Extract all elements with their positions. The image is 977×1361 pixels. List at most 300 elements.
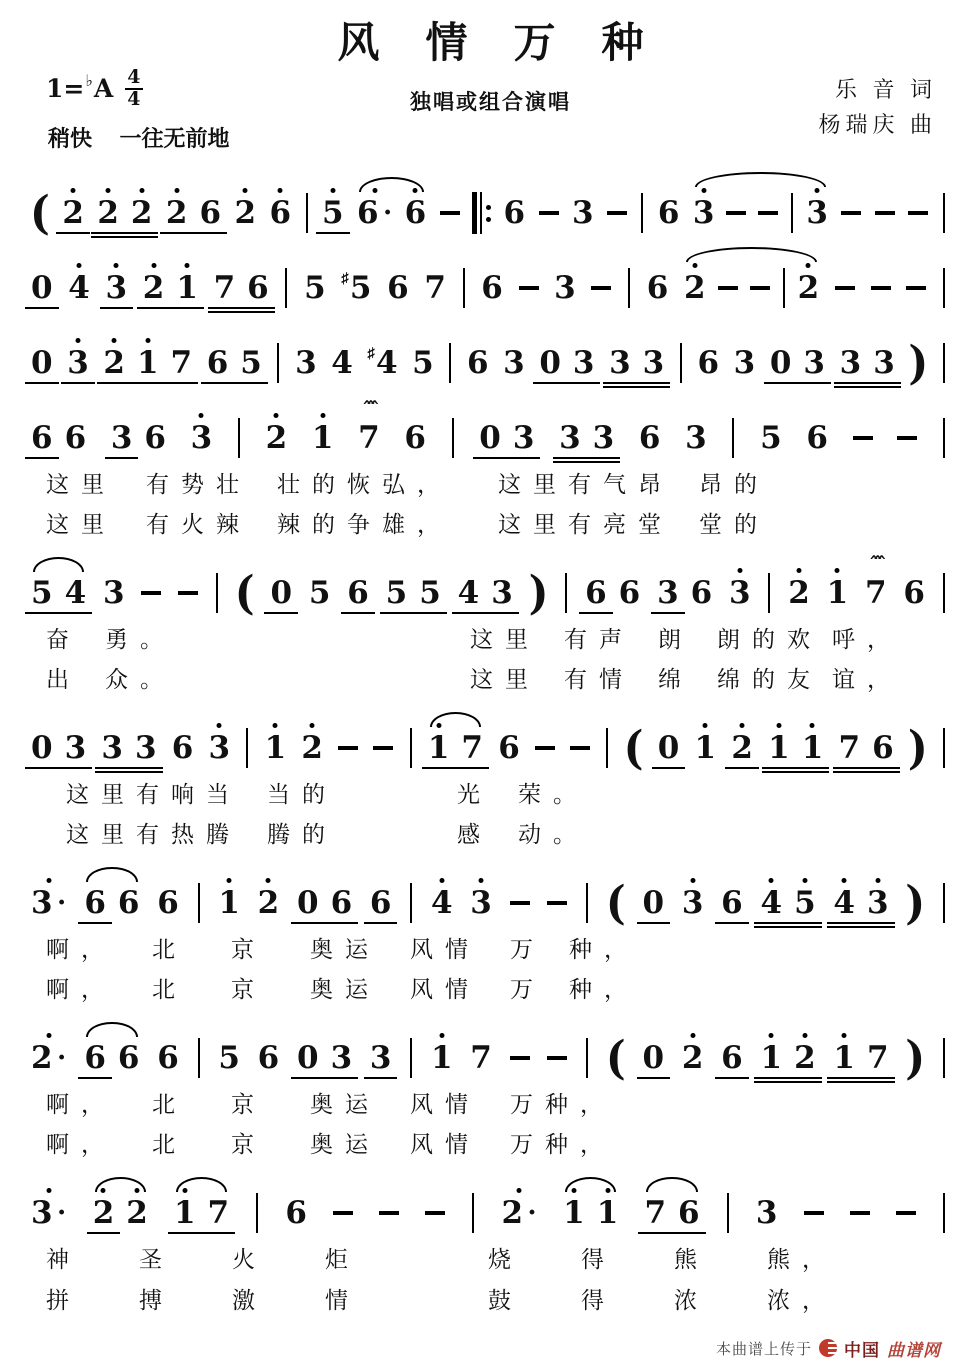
- slur-group: [30, 574, 87, 611]
- lyrics-row: [30, 1244, 951, 1275]
- note-group: [102, 574, 126, 611]
- note-group: [304, 193, 310, 233]
- note: 3: [609, 344, 631, 381]
- note-group: [67, 269, 91, 306]
- parenthesis: (: [623, 720, 644, 775]
- note-group: [725, 1193, 731, 1233]
- lyric-segment: 这里: [46, 512, 116, 538]
- slur-group: [173, 1194, 230, 1231]
- note-group: [558, 419, 615, 456]
- lyric-segment: 这里有热腾: [66, 822, 241, 848]
- note: 5: [308, 574, 331, 611]
- note-group: [337, 746, 359, 750]
- note-group: [408, 1038, 414, 1078]
- lyric-segment: 众。: [105, 667, 175, 693]
- note: [378, 1211, 400, 1215]
- note-group: [480, 269, 504, 306]
- time-signature: [125, 68, 142, 110]
- note-group: [639, 193, 645, 233]
- note: 3: [105, 273, 129, 304]
- note: [834, 286, 856, 290]
- slur-group: [427, 729, 484, 766]
- lyric-segment: 荣。: [518, 782, 588, 808]
- lyrics-row: [30, 469, 951, 500]
- note-group: [720, 884, 744, 921]
- lyric-segment: 炬: [325, 1247, 360, 1273]
- note: 6: [144, 419, 166, 456]
- barline: [641, 193, 643, 233]
- note: 3: [805, 198, 829, 229]
- barline: [449, 343, 451, 383]
- lyric-segment: 谊，: [832, 667, 902, 693]
- lyrics-row: [30, 934, 951, 965]
- note: 3: [491, 574, 513, 611]
- note: [140, 591, 162, 595]
- lyric-segment: 有声: [564, 627, 634, 653]
- note: 4: [64, 574, 87, 611]
- note-group: [296, 884, 353, 921]
- slur-group: [83, 1039, 140, 1076]
- note-group: [447, 343, 453, 383]
- note: 1: [767, 733, 791, 764]
- note: 6: [404, 419, 426, 456]
- lyric-segment: 风情: [410, 1092, 480, 1118]
- note: 0: [642, 884, 665, 921]
- note: [546, 1056, 568, 1060]
- note-group: [870, 286, 892, 290]
- lyric-segment: 奥运: [310, 937, 380, 963]
- barline: [727, 1193, 729, 1233]
- note-group: [787, 574, 811, 611]
- note-group: [606, 211, 628, 215]
- parenthesis: ): [528, 565, 549, 620]
- key-prefix: 1=: [46, 74, 85, 104]
- note: 0: [296, 1039, 319, 1076]
- note-group: [767, 729, 824, 766]
- note-group: [874, 211, 896, 215]
- lyrics-row: [30, 664, 951, 695]
- note: 6: [31, 419, 53, 456]
- note-group: [110, 419, 167, 456]
- note: 3: [102, 574, 125, 611]
- note-group: [330, 344, 354, 381]
- note-group: [681, 884, 705, 921]
- note: 1: [596, 1198, 620, 1229]
- note-group: [408, 728, 414, 768]
- lyric-segment: 风情: [410, 977, 480, 1003]
- barline: [198, 1038, 200, 1078]
- note: 3: [733, 344, 756, 381]
- lyric-segment: 这里: [470, 627, 540, 653]
- lyric-segment: 种，: [569, 937, 639, 963]
- lyric-segment: 有情: [564, 667, 634, 693]
- note-group: [766, 573, 772, 613]
- lyric-segment: 有势壮: [146, 472, 251, 497]
- note-group: [423, 269, 447, 306]
- note-group: [142, 269, 199, 306]
- note: 4: [457, 574, 480, 611]
- note: 6: [697, 344, 720, 381]
- note: 6: [269, 198, 293, 229]
- note: 1: [694, 733, 718, 764]
- note: [546, 901, 568, 905]
- note: 6: [199, 194, 222, 231]
- lyric-segment: 腾的: [267, 822, 337, 848]
- barline: [943, 1193, 945, 1233]
- note-group: [500, 1194, 538, 1231]
- lyric-segment: 京: [231, 1132, 266, 1158]
- footer-upload-text: 本曲谱上传于: [715, 1341, 812, 1358]
- slur-group: [92, 1194, 149, 1231]
- note-group: [254, 1193, 260, 1233]
- note: 2: [265, 423, 289, 454]
- note-group: [408, 883, 414, 923]
- note: 2: [96, 198, 120, 229]
- note-group: [450, 418, 456, 458]
- note-group: [642, 1039, 666, 1076]
- lyric-segment: 万: [510, 977, 545, 1003]
- lyric-segment: 朗的欢: [717, 627, 822, 653]
- note-group: [626, 268, 632, 308]
- note-group: [171, 729, 195, 766]
- lyric-segment: 这里: [470, 667, 540, 693]
- note-group: [275, 343, 281, 383]
- note: 3: [685, 419, 707, 456]
- note-group: [730, 418, 736, 458]
- note-group: [30, 185, 50, 240]
- lyric-segment: 奥运: [310, 1132, 380, 1158]
- barline: [472, 1193, 474, 1233]
- note-group: [546, 901, 568, 905]
- note: 3: [66, 348, 90, 379]
- note: 3: [208, 733, 232, 764]
- note: 6: [171, 729, 194, 766]
- note-group: [30, 419, 87, 456]
- note-group: [30, 884, 68, 921]
- note-group: [217, 1039, 241, 1076]
- barline: [943, 1038, 945, 1078]
- note: 3: [559, 419, 581, 456]
- lyric-segment: 这里有气昂: [498, 472, 673, 497]
- note: 2: [300, 733, 324, 764]
- lyric-segment: 昂的: [699, 472, 769, 497]
- lyric-segment: 万: [510, 937, 545, 963]
- barline: [216, 573, 218, 613]
- tempo-text: 稍快: [48, 126, 93, 151]
- note: [895, 1211, 917, 1215]
- lyrics-row: [30, 509, 951, 540]
- barline: [410, 1038, 412, 1078]
- note-group: [826, 574, 850, 611]
- note: 5: [321, 198, 345, 229]
- note-group: [265, 419, 289, 456]
- note-group: [411, 344, 435, 381]
- lyric-segment: 圣: [139, 1247, 174, 1273]
- note: 2: [130, 198, 154, 229]
- note-group: [96, 194, 153, 231]
- note-group: [366, 344, 398, 381]
- barline: [791, 193, 793, 233]
- lyric-segment: 浓，: [767, 1287, 837, 1313]
- note-group: [605, 875, 626, 930]
- note-group: [905, 1030, 926, 1085]
- note: 3: [330, 1039, 353, 1076]
- note-group: [457, 574, 514, 611]
- note: 1: [136, 348, 160, 379]
- note-group: [308, 574, 332, 611]
- note: 4: [67, 273, 91, 304]
- note-group: [30, 1194, 68, 1231]
- note: 7: [213, 269, 236, 306]
- slur-group: [562, 1194, 619, 1231]
- music-line: [30, 398, 951, 460]
- music-line: [30, 1030, 951, 1085]
- note: 7: [866, 1039, 889, 1076]
- note: 2: [257, 888, 281, 919]
- note: 0: [31, 344, 53, 381]
- flat-icon: ♭: [85, 71, 93, 91]
- note: 6: [646, 269, 669, 306]
- note: 4: [759, 888, 783, 919]
- note: 4: [331, 344, 353, 381]
- note-group: [902, 574, 926, 611]
- note: 6: [638, 419, 661, 456]
- note-group: [759, 419, 783, 456]
- note-group: [385, 574, 442, 611]
- note: 2: [234, 198, 258, 229]
- note: 2: [165, 198, 189, 229]
- note: 6: [678, 1194, 700, 1231]
- note: 6: [903, 574, 925, 611]
- lyric-segment: 堂的: [699, 512, 769, 538]
- note: 7: [424, 269, 446, 306]
- note-group: [896, 436, 918, 440]
- lyric-segment: 啊，: [46, 1092, 116, 1118]
- lyric-segment: 辣的争雄，: [277, 512, 452, 538]
- note-group: [234, 565, 255, 620]
- note: 3: [101, 729, 123, 766]
- note: 1: [801, 733, 825, 764]
- note-group: [590, 286, 612, 290]
- note: 6: [657, 194, 680, 231]
- note-group: [311, 419, 335, 456]
- note: 3: [866, 888, 890, 919]
- lyric-segment: 京: [231, 977, 266, 1003]
- note-group: [269, 194, 293, 231]
- note-group: [584, 574, 641, 611]
- note-group: [623, 720, 644, 775]
- music-line: [30, 875, 951, 930]
- note: 5: [240, 344, 262, 381]
- note: 2 ·: [30, 1043, 68, 1074]
- lyric-segment: 壮的恢弘，: [277, 472, 452, 497]
- note-group: [528, 565, 549, 620]
- lyric-segment: 风情: [410, 937, 480, 963]
- note: 6: [498, 729, 520, 766]
- note-group: [941, 343, 947, 383]
- barline: [943, 193, 945, 233]
- note: 6: [806, 419, 828, 456]
- barline: [943, 573, 945, 613]
- note: 0: [31, 729, 53, 766]
- note: 5: [218, 1039, 240, 1076]
- barline: [586, 883, 588, 923]
- lyric-segment: 万种，: [510, 1092, 615, 1118]
- note: [852, 436, 874, 440]
- barline: [565, 573, 567, 613]
- lyric-segment: 奥运: [310, 977, 380, 1003]
- barline: [943, 418, 945, 458]
- barline: [943, 343, 945, 383]
- note: 4: [832, 888, 856, 919]
- note-group: [430, 1039, 454, 1076]
- note: 6: [117, 884, 140, 921]
- lyrics-row: [30, 1089, 951, 1120]
- note-group: [509, 901, 531, 905]
- note-group: [257, 1039, 281, 1076]
- barline: [285, 268, 287, 308]
- note-group: [941, 268, 947, 308]
- note-group: [832, 884, 889, 921]
- note: 7: [461, 729, 483, 766]
- note-group: [102, 344, 193, 381]
- note-group: [284, 1194, 308, 1231]
- note-group: [303, 269, 327, 306]
- note: 6: [117, 1039, 140, 1076]
- note: 0: [642, 1039, 665, 1076]
- note: 3: [873, 344, 895, 381]
- barline: [198, 883, 200, 923]
- barline: [277, 343, 279, 383]
- note-group: [546, 1056, 568, 1060]
- note: 6: [157, 1039, 179, 1076]
- note-group: [941, 573, 947, 613]
- note: 5: [760, 419, 782, 456]
- note: 6: [247, 269, 269, 306]
- note: [717, 286, 739, 290]
- parenthesis: (: [605, 875, 626, 930]
- note: [332, 1211, 354, 1215]
- note: [424, 1211, 446, 1215]
- note-group: [30, 1039, 68, 1076]
- lyricist-credit: 乐 音 词: [834, 77, 937, 102]
- note: 1: [427, 733, 451, 764]
- note-group: [730, 729, 754, 766]
- note-group: [386, 269, 410, 306]
- lyric-segment: 激: [232, 1287, 267, 1313]
- note: 2: [730, 733, 754, 764]
- composer-credit: 杨瑞庆 曲: [818, 112, 937, 138]
- repeat-start-sign: [472, 192, 491, 234]
- note-group: [733, 344, 757, 381]
- note-group: [907, 720, 928, 775]
- note: 2: [683, 273, 707, 304]
- note: 6: [257, 1039, 280, 1076]
- lyric-segment: 出: [46, 667, 81, 693]
- note: [840, 211, 862, 215]
- note: 6: [690, 574, 713, 611]
- lyric-segment: 这里有响当: [66, 782, 241, 808]
- lyric-segment: 有火辣: [146, 512, 251, 538]
- note-group: [369, 1039, 393, 1076]
- note-group: [340, 269, 372, 306]
- note: [538, 211, 560, 215]
- note: [569, 746, 591, 750]
- note: 6: [481, 269, 503, 306]
- note-group: [569, 746, 591, 750]
- note: 6: [466, 344, 489, 381]
- note-group: [755, 1194, 779, 1231]
- note: [337, 746, 359, 750]
- note-group: [832, 1039, 889, 1076]
- note-group: [472, 192, 491, 234]
- note-group: [684, 419, 708, 456]
- note: 6: [206, 344, 229, 381]
- note: 0: [657, 729, 680, 766]
- parenthesis: ): [905, 1030, 926, 1085]
- lyrics-row: [30, 974, 951, 1005]
- note-group: [657, 194, 681, 231]
- note-group: [605, 1030, 626, 1085]
- note: 7 ^^^: [358, 398, 380, 456]
- note: [509, 1056, 531, 1060]
- barline: [306, 193, 308, 233]
- header: [30, 10, 951, 160]
- note: 6: [347, 574, 369, 611]
- note: 6: [387, 269, 409, 306]
- lyric-segment: 火: [232, 1247, 267, 1273]
- note-group: [895, 1211, 917, 1215]
- note: [590, 286, 612, 290]
- note: 6: [369, 884, 392, 921]
- lyric-segment: 北: [152, 1132, 187, 1158]
- barline: [586, 1038, 588, 1078]
- note-group: [502, 194, 526, 231]
- note-group: [469, 884, 493, 921]
- note: 3: [369, 1039, 392, 1076]
- note-group: [196, 883, 202, 923]
- note: [439, 211, 461, 215]
- note-group: [864, 553, 888, 611]
- note: 6: [84, 1039, 106, 1076]
- note-group: [269, 574, 293, 611]
- note-group: [156, 884, 180, 921]
- note-group: [439, 211, 461, 215]
- note: 1: [175, 273, 199, 304]
- lyric-segment: 绵的友: [717, 667, 822, 693]
- note: 6: [157, 884, 179, 921]
- note-group: [563, 573, 569, 613]
- lyric-segment: 这里: [46, 472, 116, 497]
- note-group: [941, 418, 947, 458]
- lyric-segment: 啊，: [46, 937, 116, 963]
- note: 0: [31, 269, 53, 306]
- note: 5: [31, 574, 53, 611]
- note-group: [849, 1211, 871, 1215]
- note: 2: [793, 1043, 817, 1074]
- note-group: [502, 344, 526, 381]
- lyric-segment: 呼，: [832, 627, 902, 653]
- note: 2: [61, 198, 85, 229]
- music-line: [30, 553, 951, 620]
- note-group: [852, 436, 874, 440]
- note-group: [66, 344, 90, 381]
- note: 2: [92, 1198, 116, 1229]
- note: 3: [681, 888, 705, 919]
- lyric-segment: 万种，: [510, 1132, 615, 1158]
- note-group: [509, 1056, 531, 1060]
- note-group: [321, 194, 345, 231]
